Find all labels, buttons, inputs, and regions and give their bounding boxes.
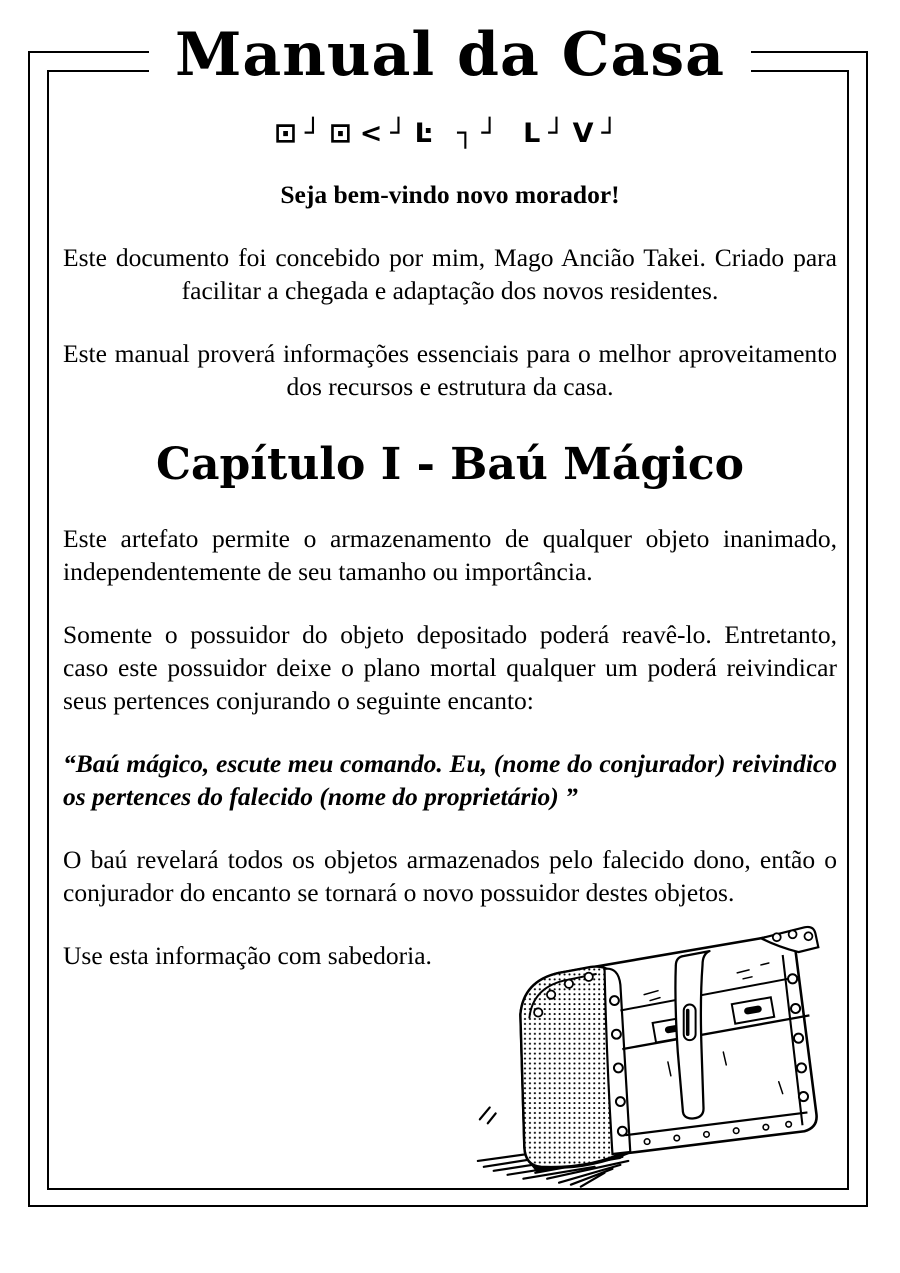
manual-title-block <box>0 16 900 94</box>
closing-line: Use esta informação com sabedoria. <box>63 941 432 970</box>
chapter-paragraph: Este artefato permite o armazenamento de qualquer objeto inanimado, independentemente de seu tamanho ou importância. <box>63 524 837 586</box>
welcome-heading: Seja bem-vindo novo morador! <box>280 180 620 209</box>
chest-handle-slot <box>684 1005 696 1041</box>
intro-paragraph: Este documento foi concebido por mim, Mago Ancião Takei. Criado para facilitar a chegada e adaptação dos novos residentes. <box>63 243 837 305</box>
magic-chest-illustration <box>464 920 850 1194</box>
chapter-paragraph: Somente o possuidor do objeto depositado poderá reavê-lo. Entretanto, caso este possuidor deixe o plano mortal qualquer um poderá reivindicar seus pertences conjurando o seguinte encanto: <box>63 620 837 715</box>
page-title: Manual da Casa <box>149 16 751 94</box>
chapter-paragraph: O baú revelará todos os objetos armazenados pelo falecido dono, então o conjurador do encanto se tornará o novo possuidor destes objetos. <box>63 845 837 907</box>
intro-paragraph: Este manual proverá informações essenciais para o melhor aproveitamento dos recursos e estrutura da casa. <box>63 339 837 401</box>
runic-script-line: ⊡┘⊡<┘Ŀ ┐┘ L┘V┘ <box>274 118 626 149</box>
incantation-quote: “Baú mágico, escute meu comando. Eu, (nome do conjurador) reivindico os pertences do falecido (nome do proprietário) ” <box>63 749 837 811</box>
manual-content <box>63 178 837 972</box>
treasure-chest-icon <box>464 920 850 1194</box>
chapter-heading: Capítulo I - Baú Mágico <box>155 439 745 490</box>
